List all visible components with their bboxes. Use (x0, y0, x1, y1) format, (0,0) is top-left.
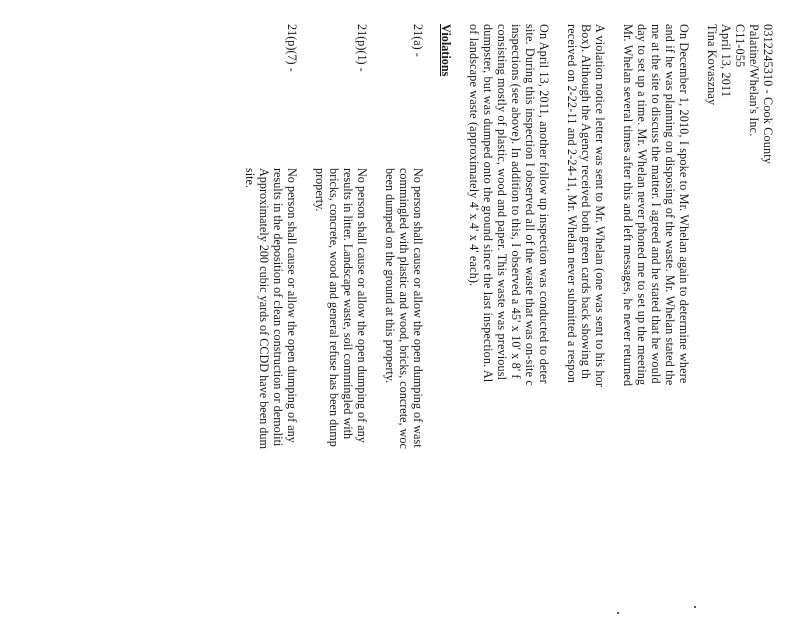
violation-text-line: site. (243, 168, 257, 188)
header-case-number: C11-055 (733, 24, 747, 68)
paragraph-1-line: day to set up a time. Mr. Whelan never phoned me to set up the meeting (635, 24, 649, 386)
violations-heading: Violations (439, 24, 453, 77)
violation-code: 21(p)(1) - (355, 24, 369, 72)
header-location: Palatine/Whelan's Inc. (747, 24, 761, 137)
violation-code: 21(a) - (411, 24, 425, 57)
violation-text-line: been dumped on the ground at this property. (383, 168, 397, 384)
paragraph-3-line: inspections (see above). In addition to this, I observed a 45' x 10' x 8' f (509, 24, 523, 379)
paragraph-2-line: Box). Although the Agency received both green cards back showing th (579, 24, 593, 379)
header-inspector: Tina Kovasznay (705, 24, 719, 106)
paragraph-1-line: On December 1, 2010, I spoke to Mr. Whelan again to determine where (677, 24, 691, 384)
scan-speck (694, 606, 696, 608)
header-date: April 13, 2011 (719, 24, 733, 98)
header-case-line: 0312245310 - Cook County (761, 24, 775, 165)
violation-text-line: results in litter. Landscape waste, soil commingled with (341, 168, 355, 440)
violation-text-line: Approximately 200 cubic yards of CCDD have been dum (257, 168, 271, 449)
violation-text-line: property. (313, 168, 327, 212)
violation-text-line: bricks, concrete, wood and general refuse has been dump (327, 168, 341, 447)
scan-speck (617, 612, 619, 614)
violation-text-line: commingled with plastic and wood, bricks, concrete, woc (397, 168, 411, 449)
paragraph-2-line: received on 2-22-11 and 2-24-11, Mr. Whelan never submitted a respon (565, 24, 579, 384)
violation-text-line: No person shall cause or allow the open dumping of any (355, 168, 369, 443)
paragraph-1-line: me at the site to discuss the matter. I agreed and he stated that he would (649, 24, 663, 384)
paragraph-3-line: dumpster, but was dumped onto the ground since the last inspection. Al (481, 24, 495, 383)
violation-text-line: No person shall cause or allow the open dumping of any (285, 168, 299, 443)
paragraph-3-line: of landscape waste (approximately 4' x 4' x 4' each). (467, 24, 481, 287)
paragraph-1-line: Mr. Whelan several times after this and left messages, he never returned (621, 24, 635, 387)
paragraph-3-line: consisting mostly of plastic, wood and paper. This waste was previousl (495, 24, 509, 381)
paragraph-3-line: On April 13, 2011, another follow up inspection was conducted to deter (537, 24, 551, 384)
violation-text-line: results in the deposition of clean construction or demoliti (271, 168, 285, 447)
paragraph-3-line: site. During this inspection I observed all of the waste that was on-site c (523, 24, 537, 386)
paragraph-1-line: and if he was planning on disposing of the waste. Mr. Whelan stated the (663, 24, 677, 386)
violation-text-line: No person shall cause or allow the open dumping of wast (411, 168, 425, 448)
paragraph-2-line: A violation notice letter was sent to Mr. Whelan (one was sent to his hor (593, 24, 607, 388)
violation-code: 21(p)(7) - (285, 24, 299, 72)
